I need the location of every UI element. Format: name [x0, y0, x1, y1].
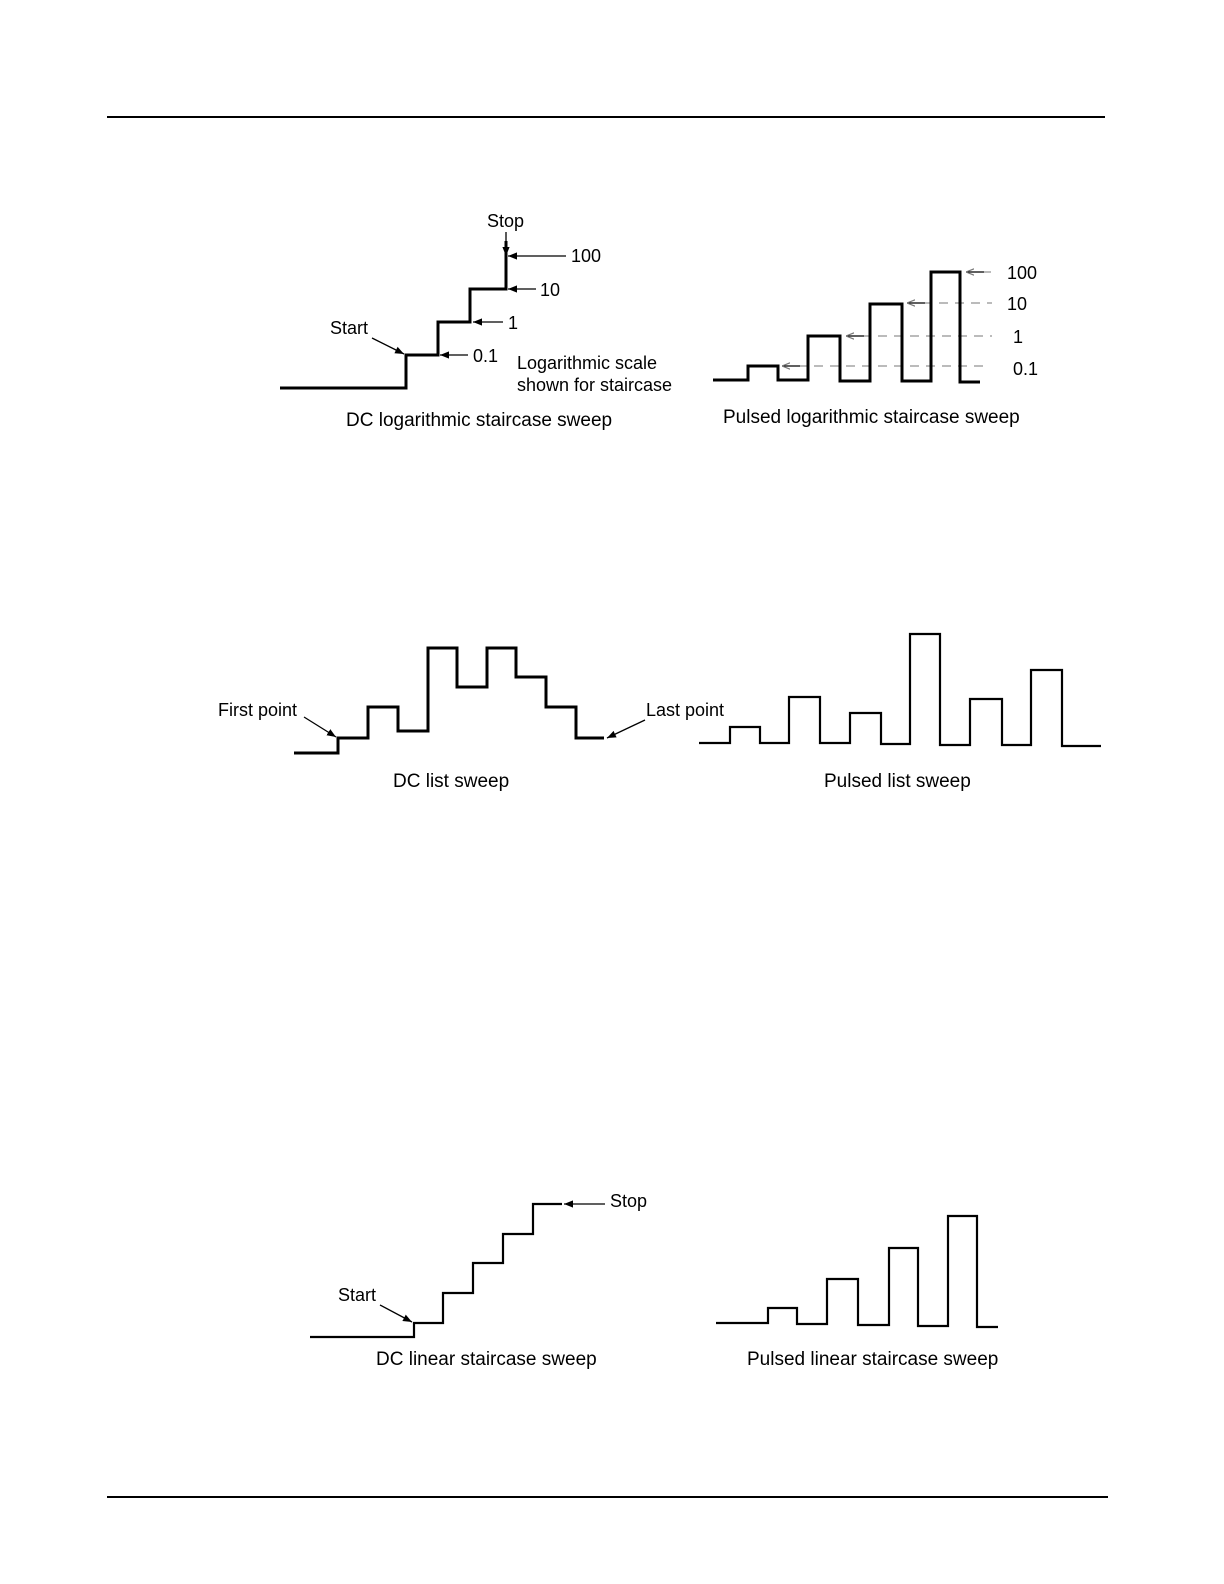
pulsed-level-0.1-label: 0.1: [1013, 359, 1039, 379]
level-100-label: 100: [571, 246, 602, 266]
pulsed-level-1-label: 1: [1013, 327, 1024, 347]
pulsed-linear-staircase-diagram: [716, 1216, 998, 1370]
level-10-label: 10: [540, 280, 561, 300]
start-arrow: [372, 338, 404, 354]
dc-list-caption: DC list sweep: [393, 771, 510, 792]
pulsed-level-10-label: 10: [1007, 294, 1028, 314]
dc-log-caption: DC logarithmic staircase sweep: [346, 410, 613, 431]
last-point-arrow: [607, 720, 645, 738]
dc-log-staircase-diagram: [280, 211, 672, 431]
pulsed-log-staircase-diagram: [713, 263, 1038, 428]
dc-linear-caption: DC linear staircase sweep: [376, 1349, 597, 1370]
level-0.1-label: 0.1: [473, 346, 499, 366]
pulsed-list-diagram: [699, 634, 1101, 792]
dc-list-waveform: [294, 648, 604, 753]
pulsed-level-100-label: 100: [1007, 263, 1038, 283]
pulsed-list-caption: Pulsed list sweep: [824, 771, 971, 792]
first-point-arrow: [304, 717, 336, 737]
linear-stop-label: Stop: [610, 1191, 648, 1211]
log-scale-note-line1: Logarithmic scale: [517, 353, 658, 373]
pulsed-linear-staircase-waveform: [716, 1216, 998, 1327]
linear-start-label: Start: [338, 1285, 377, 1305]
dc-linear-staircase-diagram: [310, 1191, 647, 1370]
linear-start-arrow: [380, 1305, 412, 1322]
pulsed-log-caption: Pulsed logarithmic staircase sweep: [723, 407, 1020, 428]
dc-linear-staircase-waveform: [310, 1204, 562, 1337]
last-point-label: Last point: [646, 700, 725, 720]
level-1-label: 1: [508, 313, 519, 333]
first-point-label: First point: [218, 700, 298, 720]
pulsed-linear-caption: Pulsed linear staircase sweep: [747, 1349, 999, 1370]
start-label: Start: [330, 318, 369, 338]
pulsed-list-waveform: [699, 634, 1101, 746]
stop-label: Stop: [487, 211, 525, 231]
log-scale-note-line2: shown for staircase: [517, 375, 673, 395]
dc-list-diagram: [218, 648, 724, 792]
